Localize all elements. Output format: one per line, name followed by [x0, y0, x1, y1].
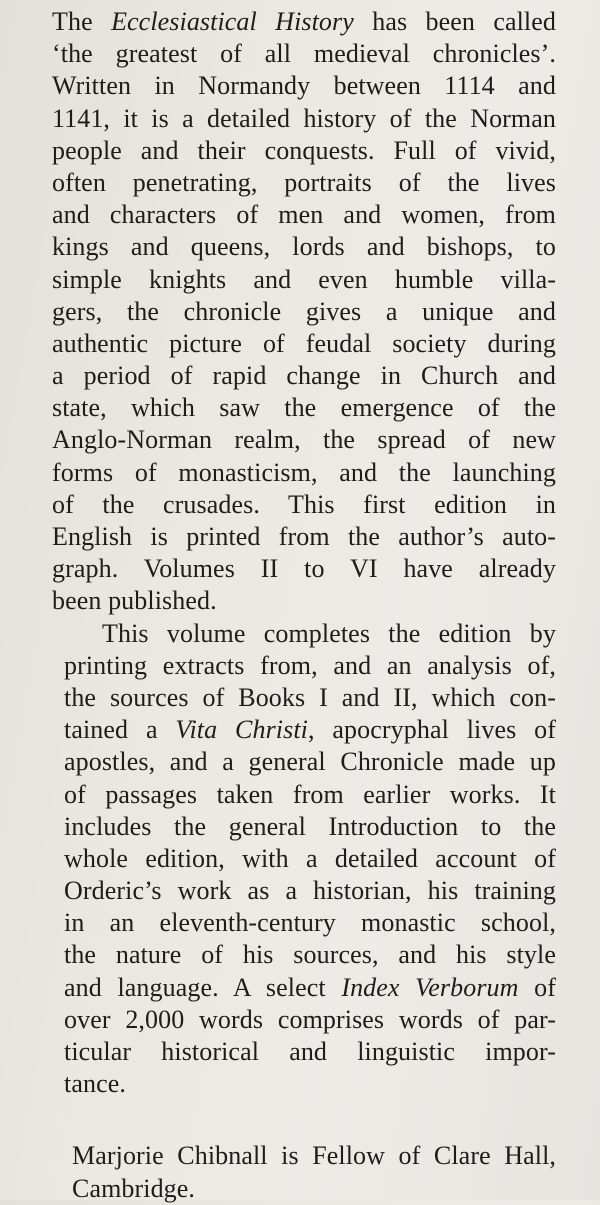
text-segment: gers, the chronicle gives a unique and [52, 296, 556, 326]
text-line [64, 972, 556, 1004]
text-segment: Anglo-Norman realm, the spread of new [52, 425, 556, 455]
text-line [52, 231, 556, 263]
text-line [52, 360, 556, 392]
text-segment: people and their conquests. Full of vivid, [52, 135, 556, 165]
text-segment: over 2,000 words comprises words of par- [64, 1004, 556, 1034]
text-segment: includes the general Introduction to the [64, 811, 556, 841]
text-segment: and characters of men and women, from [52, 200, 556, 230]
italic-title-text: Vita Christi [175, 715, 308, 745]
text-line [52, 199, 556, 231]
italic-title-text: Ecclesiastical History [111, 7, 354, 36]
text-segment: simple knights and even humble villa- [52, 264, 556, 294]
text-line [64, 779, 556, 811]
text-segment: authentic picture of feudal society during [52, 328, 556, 358]
text-line [64, 1004, 556, 1036]
text-segment: printing extracts from, and an analysis of, [64, 650, 556, 680]
text-segment: English is printed from the author’s auto- [52, 522, 556, 551]
text-line [64, 682, 556, 714]
text-line [64, 939, 556, 971]
text-segment: Written in Normandy between 1114 and [52, 71, 556, 101]
description-paragraph-2 [52, 618, 556, 1101]
text-line [52, 553, 556, 585]
text-line [64, 746, 556, 778]
text-line [52, 424, 556, 456]
text-segment: This volume completes the edition by [102, 618, 556, 648]
text-segment: apostles, and a general Chronicle made up [64, 747, 556, 777]
text-segment: a period of rapid change in Church and [52, 361, 556, 391]
text-segment: of passages taken from earlier works. It [64, 779, 556, 809]
text-segment: tance. [64, 1069, 126, 1099]
text-segment: forms of monasticism, and the launching [52, 457, 556, 487]
text-segment: often penetrating, portraits of the lives [52, 167, 556, 197]
text-line [64, 650, 556, 682]
text-line [52, 38, 556, 70]
text-line [72, 1140, 556, 1172]
text-line [64, 618, 556, 650]
text-line [52, 457, 556, 489]
text-segment: been published. [52, 586, 217, 616]
text-line [52, 296, 556, 328]
text-segment: state, which saw the emergence of the [52, 393, 556, 423]
author-note [52, 1140, 556, 1204]
text-line [52, 585, 556, 617]
text-line [64, 714, 556, 746]
text-line [52, 489, 556, 521]
text-segment: tained a [64, 715, 176, 745]
text-line [52, 328, 556, 360]
text-segment: Marjorie Chibnall is Fellow of Clare Hall, [72, 1141, 556, 1171]
text-segment: ticular historical and linguistic impor- [64, 1037, 556, 1066]
text-segment: graph. Volumes II to VI have already [52, 554, 556, 584]
text-segment: Orderic’s work as a historian, his training [64, 876, 556, 906]
text-line [52, 103, 556, 135]
text-line [64, 1068, 556, 1100]
text-line [52, 264, 556, 296]
text-line [52, 392, 556, 424]
text-segment: the nature of his sources, and his style [64, 940, 556, 970]
italic-title-text: Index Verborum [341, 972, 519, 1002]
text-line [64, 811, 556, 843]
text-line [52, 135, 556, 167]
text-line [64, 1036, 556, 1068]
text-line [52, 167, 556, 199]
text-line [52, 521, 556, 553]
text-segment: Cambridge. [72, 1173, 196, 1203]
text-line [52, 70, 556, 102]
text-segment: 1141, it is a detailed history of the Norman [52, 103, 556, 133]
text-segment: the sources of Books I and II, which con- [64, 682, 556, 712]
text-segment: in an eleventh-century monastic school, [64, 908, 556, 938]
text-line [64, 907, 556, 939]
text-line [52, 6, 556, 38]
text-segment: The [52, 7, 112, 36]
text-segment: ‘the greatest of all medieval chronicles’. [52, 39, 556, 69]
text-segment: has been called [353, 7, 556, 36]
text-line [64, 875, 556, 907]
text-segment: and language. A select [64, 972, 342, 1002]
text-segment: , apocryphal lives of [307, 715, 556, 745]
text-segment: kings and queens, lords and bishops, to [52, 232, 556, 262]
text-segment: of [518, 972, 556, 1002]
description-paragraph-1 [52, 6, 556, 618]
text-segment: whole edition, with a detailed account of [64, 843, 556, 873]
text-line [64, 843, 556, 875]
text-segment: of the crusades. This first edition in [52, 489, 556, 519]
